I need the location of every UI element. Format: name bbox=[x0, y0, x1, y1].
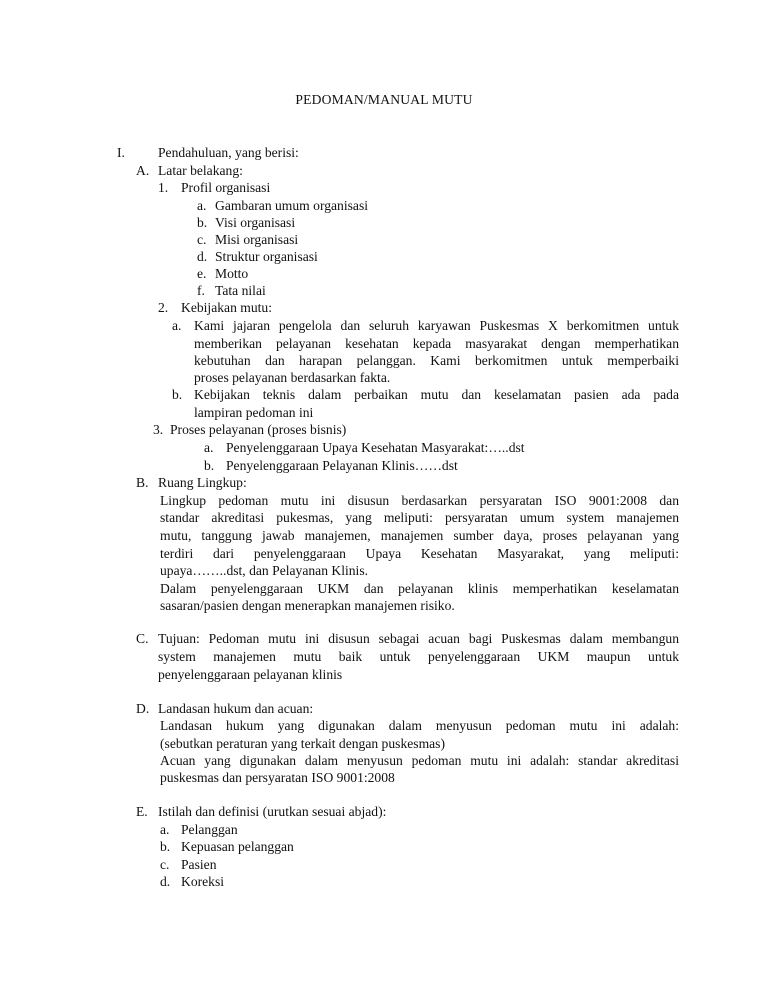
policy-text-line: memberikan pelayanan kesehatan kepada masyarakat dengan memperhatikan bbox=[194, 336, 679, 351]
subsection-d-heading: Landasan hukum dan acuan: bbox=[158, 701, 314, 716]
policy-text-line: Kebijakan teknis dalam perbaikan mutu dan keselamatan pasien ada pada bbox=[194, 387, 679, 402]
list-marker: c. bbox=[160, 857, 170, 872]
subsection-c-marker: C. bbox=[136, 631, 149, 646]
item-2-heading: Kebijakan mutu: bbox=[181, 300, 272, 315]
scope-text-line: mutu, tanggung jawab manajemen, manajemen sumber daya, proses pelayanan yang bbox=[160, 528, 679, 543]
purpose-text-line: Tujuan: Pedoman mutu ini disusun sebagai acuan bagi Puskesmas dalam membangun bbox=[158, 631, 679, 646]
subsection-e-heading: Istilah dan definisi (urutkan sesuai abjad): bbox=[158, 804, 387, 819]
list-marker: b. bbox=[204, 458, 215, 473]
item-1-marker: 1. bbox=[158, 180, 169, 195]
list-item: Tata nilai bbox=[215, 283, 266, 298]
list-item: Penyelenggaraan Upaya Kesehatan Masyarakat:…..dst bbox=[226, 440, 525, 455]
purpose-text-line: penyelenggaraan pelayanan klinis bbox=[158, 667, 343, 682]
subsection-b-heading: Ruang Lingkup: bbox=[158, 475, 247, 490]
list-marker: a. bbox=[197, 198, 207, 213]
list-item: Misi organisasi bbox=[215, 232, 299, 247]
list-marker: f. bbox=[197, 283, 205, 298]
list-marker: e. bbox=[197, 266, 207, 281]
policy-text-line: kebutuhan dan harapan pelanggan. Kami berkomitmen untuk memperbaiki bbox=[194, 353, 679, 368]
scope-text-line: upaya……..dst, dan Pelayanan Klinis. bbox=[160, 563, 369, 578]
legal-basis-text-line: Acuan yang digunakan dalam menyusun pedoman mutu ini adalah: standar akreditasi bbox=[160, 753, 679, 768]
section-number: I. bbox=[117, 145, 125, 160]
scope-text-line: sasaran/pasien dengan menerapkan manajemen risiko. bbox=[160, 598, 455, 613]
list-item: Penyelenggaraan Pelayanan Klinis……dst bbox=[226, 458, 458, 473]
list-marker: b. bbox=[160, 839, 171, 854]
purpose-text-line: system manajemen mutu baik untuk penyelenggaraan UKM maupun untuk bbox=[158, 649, 679, 664]
list-item: Pasien bbox=[181, 857, 217, 872]
list-marker: b. bbox=[197, 215, 208, 230]
list-marker: a. bbox=[204, 440, 214, 455]
subsection-e-marker: E. bbox=[136, 804, 148, 819]
list-marker: a. bbox=[172, 318, 182, 333]
list-item: Koreksi bbox=[181, 874, 225, 889]
list-marker: d. bbox=[197, 249, 208, 264]
list-item: Gambaran umum organisasi bbox=[215, 198, 369, 213]
list-item: Motto bbox=[215, 266, 249, 281]
item-3-heading: Proses pelayanan (proses bisnis) bbox=[170, 422, 347, 437]
scope-text-line: standar akreditasi pukesmas, yang meliputi: persyaratan umum system manajemen bbox=[160, 510, 679, 525]
list-marker: a. bbox=[160, 822, 170, 837]
policy-text-line: Kami jajaran pengelola dan seluruh karyawan Puskesmas X berkomitmen untuk bbox=[194, 318, 679, 333]
scope-text-line: Dalam penyelenggaraan UKM dan pelayanan klinis memperhatikan keselamatan bbox=[160, 581, 679, 596]
section-heading: Pendahuluan, yang berisi: bbox=[158, 145, 299, 160]
policy-text-line: proses pelayanan berdasarkan fakta. bbox=[194, 370, 391, 385]
legal-basis-text-line: (sebutkan peraturan yang terkait dengan puskesmas) bbox=[160, 736, 445, 751]
item-3-marker: 3. bbox=[153, 422, 164, 437]
list-item: Visi organisasi bbox=[215, 215, 296, 230]
subsection-a-heading: Latar belakang: bbox=[158, 163, 243, 178]
item-1-heading: Profil organisasi bbox=[181, 180, 271, 195]
legal-basis-text-line: puskesmas dan persyaratan ISO 9001:2008 bbox=[160, 770, 395, 785]
policy-text-line: lampiran pedoman ini bbox=[194, 405, 314, 420]
subsection-d-marker: D. bbox=[136, 701, 150, 716]
scope-text-line: terdiri dari penyelenggaraan Upaya Kesehatan Masyarakat, yang meliputi: bbox=[160, 546, 679, 561]
subsection-a-marker: A. bbox=[136, 163, 150, 178]
subsection-b-marker: B. bbox=[136, 475, 149, 490]
list-marker: d. bbox=[160, 874, 171, 889]
item-2-marker: 2. bbox=[158, 300, 169, 315]
list-item: Pelanggan bbox=[181, 822, 238, 837]
list-item: Struktur organisasi bbox=[215, 249, 318, 264]
list-marker: b. bbox=[172, 387, 183, 402]
document-title: PEDOMAN/MANUAL MUTU bbox=[295, 92, 473, 107]
legal-basis-text-line: Landasan hukum yang digunakan dalam menyusun pedoman mutu ini adalah: bbox=[160, 718, 679, 733]
list-item: Kepuasan pelanggan bbox=[181, 839, 294, 854]
scope-text-line: Lingkup pedoman mutu ini disusun berdasarkan persyaratan ISO 9001:2008 dan bbox=[160, 493, 679, 508]
list-marker: c. bbox=[197, 232, 207, 247]
